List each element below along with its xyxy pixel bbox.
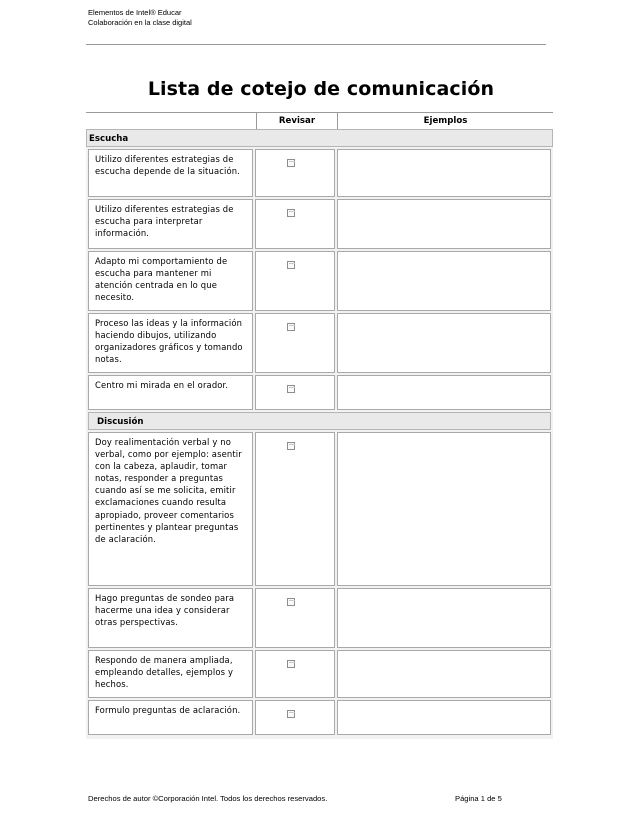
- checklist-row: [86, 197, 553, 249]
- checklist-row: [86, 648, 553, 698]
- checkbox-icon[interactable]: [287, 385, 295, 393]
- checklist-row: [86, 373, 553, 410]
- checklist-row: [86, 698, 553, 735]
- section-wrap-discusion: [86, 410, 553, 430]
- table-bottom-padding: [86, 735, 553, 739]
- checklist-row: [86, 430, 553, 586]
- checkbox-icon[interactable]: [287, 159, 295, 167]
- ejemplos-cell[interactable]: [337, 251, 551, 311]
- revisar-cell: [255, 313, 335, 373]
- criterion-text: Centro mi mirada en el orador.: [88, 375, 253, 410]
- header-course: Colaboración en la clase digital: [88, 18, 192, 27]
- revisar-cell: [255, 375, 335, 410]
- revisar-cell: [255, 588, 335, 648]
- ejemplos-cell[interactable]: [337, 199, 551, 249]
- section-header-escucha: Escucha: [86, 129, 553, 147]
- revisar-cell: [255, 199, 335, 249]
- criterion-text: Respondo de manera ampliada, empleando detalles, ejemplos y hechos.: [88, 650, 253, 698]
- column-header-criteria: [86, 113, 256, 129]
- footer-page-number: Página 1 de 5: [455, 794, 502, 803]
- ejemplos-cell[interactable]: [337, 432, 551, 586]
- revisar-cell: [255, 251, 335, 311]
- header-divider: [86, 44, 546, 45]
- criterion-text: Utilizo diferentes estrategias de escucha para interpretar información.: [88, 199, 253, 249]
- revisar-cell: [255, 149, 335, 197]
- column-header-row: [86, 112, 553, 129]
- column-header-revisar: Revisar: [256, 113, 337, 129]
- revisar-cell: [255, 700, 335, 735]
- criterion-text: Hago preguntas de sondeo para hacerme una idea y considerar otras perspectivas.: [88, 588, 253, 648]
- column-header-ejemplos: Ejemplos: [337, 113, 553, 129]
- checkbox-icon[interactable]: [287, 323, 295, 331]
- checklist-row: [86, 311, 553, 373]
- criterion-text: Adapto mi comportamiento de escucha para mantener mi atención centrada en lo que necesito.: [88, 251, 253, 311]
- revisar-cell: [255, 432, 335, 586]
- ejemplos-cell[interactable]: [337, 588, 551, 648]
- footer-copyright: Derechos de autor ©Corporación Intel. Todos los derechos reservados.: [88, 794, 328, 803]
- checkbox-icon[interactable]: [287, 660, 295, 668]
- revisar-cell: [255, 650, 335, 698]
- checkbox-icon[interactable]: [287, 261, 295, 269]
- criterion-text: Utilizo diferentes estrategias de escucha depende de la situación.: [88, 149, 253, 197]
- checkbox-icon[interactable]: [287, 209, 295, 217]
- criterion-text: Formulo preguntas de aclaración.: [88, 700, 253, 735]
- checkbox-icon[interactable]: [287, 710, 295, 718]
- ejemplos-cell[interactable]: [337, 375, 551, 410]
- checklist-row: [86, 249, 553, 311]
- ejemplos-cell[interactable]: [337, 700, 551, 735]
- section-header-discusion: Discusión: [88, 412, 551, 430]
- page-title: Lista de cotejo de comunicación: [147, 78, 495, 100]
- checkbox-icon[interactable]: [287, 442, 295, 450]
- ejemplos-cell[interactable]: [337, 650, 551, 698]
- checklist-row: [86, 586, 553, 648]
- ejemplos-cell[interactable]: [337, 149, 551, 197]
- criterion-text: Doy realimentación verbal y no verbal, como por ejemplo: asentir con la cabeza, aplaudir, tomar notas, responder a preguntas cuando así se me solicita, emitir exclamaciones cuando resulta apropiado, proveer comentarios pertinentes y plantear preguntas de aclaración.: [88, 432, 253, 586]
- checklist-table: [86, 112, 553, 739]
- ejemplos-cell[interactable]: [337, 313, 551, 373]
- criterion-text: Proceso las ideas y la información haciendo dibujos, utilizando organizadores gráficos y tomando notas.: [88, 313, 253, 373]
- checklist-row: [86, 147, 553, 197]
- header-program: Elementos de Intel® Educar: [88, 8, 182, 17]
- checkbox-icon[interactable]: [287, 598, 295, 606]
